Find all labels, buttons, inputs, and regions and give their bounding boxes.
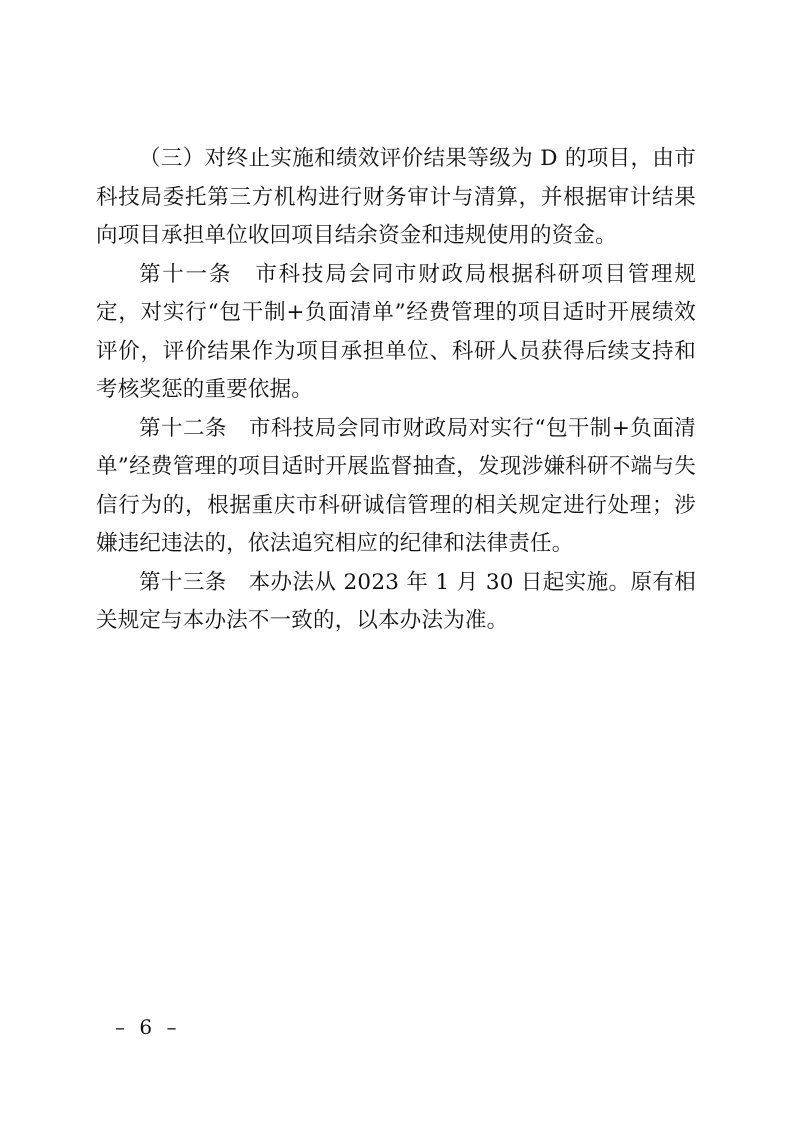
paragraph-article-11: 第十一条 市科技局会同市财政局根据科研项目管理规定，对实行“包干制+负面清单”经费管理的项目适时开展绩效评价，评价结果作为项目承担单位、科研人员获得后续支持和考核奖惩的重要依据。 (96, 261, 696, 402)
page-number: – 6 – (115, 1015, 181, 1039)
paragraph-article-13: 第十三条 本办法从 2023 年 1 月 30 日起实施。原有相关规定与本办法不一致的，以本办法为准。 (96, 569, 696, 633)
document-body (96, 140, 696, 641)
paragraph-article-12: 第十二条 市科技局会同市财政局对实行“包干制+负面清单”经费管理的项目适时开展监督抽查，发现涉嫌科研不端与失信行为的，根据重庆市科研诚信管理的相关规定进行处理；涉嫌违纪违法的，依法追究相应的纪律和法律责任。 (96, 415, 696, 556)
paragraph-section-3: （三）对终止实施和绩效评价结果等级为 D 的项目，由市科技局委托第三方机构进行财务审计与清算，并根据审计结果向项目承担单位收回项目结余资金和违规使用的资金。 (96, 146, 696, 248)
